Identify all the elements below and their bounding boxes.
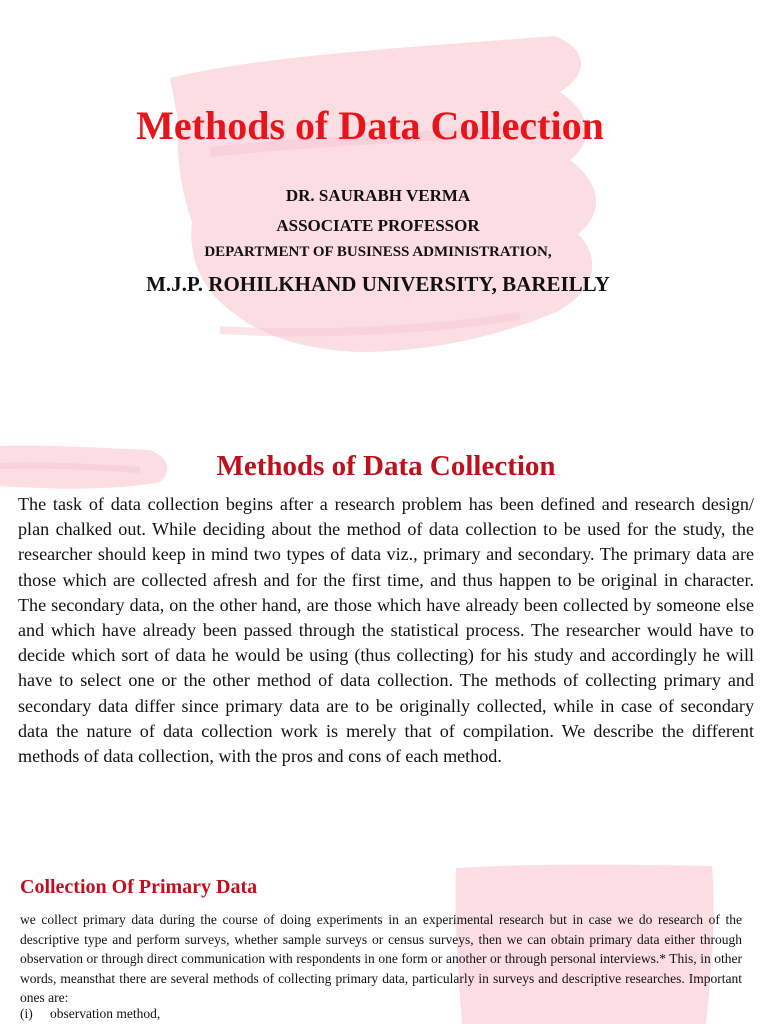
slide-title: Methods of Data Collection [136,103,604,148]
pink-brush-decoration [0,0,768,420]
list-item-text: observation method, [50,1006,161,1021]
author-university: M.J.P. ROHILKHAND UNIVERSITY, BAREILLY [146,272,610,296]
content-slide-methods [0,420,768,850]
author-department: DEPARTMENT OF BUSINESS ADMINISTRATION, [204,244,552,260]
list-item-number: (i) [20,1006,33,1021]
slide-title: Methods of Data Collection [216,450,556,482]
content-slide-primary-data [0,850,768,1024]
body-paragraph: we collect primary data during the course of doing experiments in an experimental research but in case we do research of the descriptive type and perform surveys, whether sample surveys or census surveys, then we can obtain primary data either through observation or through direct communication with respondents in one form or another or through personal interviews.* This, in other words, meansthat there are several methods of collecting primary data, particularly in surveys and descriptive researches. Important ones are: [20,912,742,1005]
list-item [20,1006,160,1022]
author-designation: ASSOCIATE PROFESSOR [276,216,480,235]
section-title: Collection Of Primary Data [20,876,258,898]
body-paragraph: The task of data collection begins after a research problem has been defined and research design/ plan chalked out. While deciding about the method of data collection to be used for the study, the researcher should keep in mind two types of data viz., primary and secondary. The primary data are those which are collected afresh and for the first time, and thus happen to be original in character. The secondary data, on the other hand, are those which have already been collected by someone else and which have already been passed through the statistical process. The researcher would have to decide which sort of data he would be using (thus collecting) for his study and accordingly he will have to select one or the other method of data collection. The methods of collecting primary and secondary data differ since primary data are to be originally collected, while in case of secondary data the nature of data collection work is merely that of compilation. We describe the different methods of data collection, with the pros and cons of each method. [18,494,754,767]
title-slide [0,0,768,420]
author-name: DR. SAURABH VERMA [285,186,471,205]
methods-list [20,1006,160,1022]
